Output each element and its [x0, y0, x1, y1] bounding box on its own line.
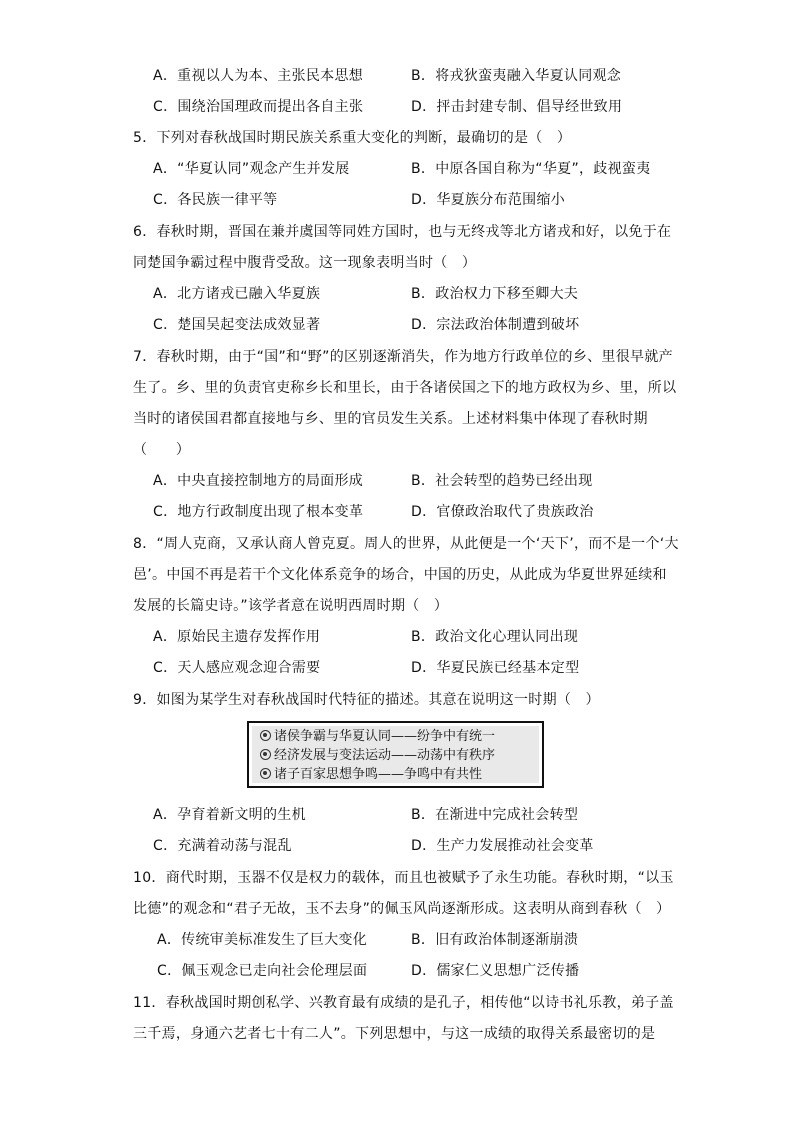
- q10-stem-line-2: 比德”的观念和“君子无故，玉不去身”的佩玉风尚逐渐形成。这表明从商到春秋（ ）: [133, 901, 671, 917]
- q11-stem-line-1: 11．春秋战国时期创私学、兴教育最有成绩的是孔子，相传他“以诗书礼乐教，弟子盖: [133, 995, 674, 1011]
- q11-stem-line-2: 三千焉，身通六艺者七十有二人”。下列思想中，与这一成绩的取得关系最密切的是: [133, 1026, 656, 1042]
- circle-bullet-icon: [260, 730, 271, 741]
- q9-figure: [247, 721, 544, 788]
- q5-option-a: A．“华夏认同”观念产生并发展: [153, 161, 350, 177]
- q5-option-b: B．中原各国自称为“华夏”，歧视蛮夷: [411, 161, 651, 177]
- q5-option-d: D．华夏族分布范围缩小: [411, 192, 566, 208]
- q9-option-c: C．充满着动荡与混乱: [153, 838, 292, 854]
- q9-figure-panel: [252, 726, 539, 783]
- q9-figure-row-2: [260, 747, 495, 764]
- q10-option-b: B．旧有政治体制逐渐崩溃: [411, 932, 579, 948]
- q8-stem-line-1: 8．“周人克商，又承认商人曾克夏。周人的世界，从此便是一个‘天下’，而不是一个‘大: [133, 536, 679, 552]
- q9-option-b: B．在渐进中完成社会转型: [411, 807, 579, 823]
- q7-option-c: C．地方行政制度出现了根本变革: [153, 504, 364, 520]
- q10-option-d: D．儒家仁义思想广泛传播: [411, 963, 580, 979]
- q6-stem-line-2: 同楚国争霸过程中腹背受敌。这一现象表明当时（ ）: [133, 255, 477, 271]
- q8-option-c: C．天人感应观念迎合需要: [153, 660, 321, 676]
- q7-option-b: B．社会转型的趋势已经出现: [411, 473, 593, 489]
- q4-option-c: C．围绕治国理政而提出各自主张: [153, 99, 364, 115]
- q7-stem-line-3: 当时的诸侯国君都直接地与乡、里的官员发生关系。上述材料集中体现了春秋时期: [133, 411, 648, 427]
- q6-option-b: B．政治权力下移至卿大夫: [411, 286, 579, 302]
- q8-option-b: B．政治文化心理认同出现: [411, 629, 579, 645]
- q9-figure-row-1: [260, 728, 495, 745]
- circle-bullet-icon: [260, 768, 271, 779]
- q9-stem: 9．如图为某学生对春秋战国时代特征的描述。其意在说明这一时期（ ）: [133, 692, 600, 708]
- q9-option-a: A．孕育着新文明的生机: [153, 807, 306, 823]
- circle-bullet-icon: [260, 749, 271, 760]
- q9-figure-text-1: 诸侯争霸与华夏认同——纷争中有统一: [274, 729, 496, 744]
- q9-figure-text-2: 经济发展与变法运动——动荡中有秩序: [274, 748, 496, 763]
- q10-option-a: A．传统审美标准发生了巨大变化: [157, 932, 368, 948]
- q8-option-a: A．原始民主遗存发挥作用: [153, 629, 321, 645]
- q8-option-d: D．华夏民族已经基本定型: [411, 660, 580, 676]
- q7-stem-line-2: 生了。乡、里的负责官吏称乡长和里长，由于各诸侯国之下的地方政权为乡、里，所以: [133, 380, 677, 396]
- q5-stem: 5．下列对春秋战国时期民族关系重大变化的判断，最确切的是（ ）: [133, 130, 572, 146]
- q6-option-a: A．北方诸戎已融入华夏族: [153, 286, 321, 302]
- q9-figure-row-3: [260, 766, 482, 783]
- q7-stem-line-1: 7．春秋时期，由于“国”和“野”的区别逐渐消失，作为地方行政单位的乡、里很早就产: [133, 349, 673, 365]
- q10-option-c: C．佩玉观念已走向社会伦理层面: [157, 963, 368, 979]
- q8-stem-line-2: 邑’。中国不再是若干个文化体系竞争的场合，中国的历史，从此成为华夏世界延续和: [133, 567, 667, 583]
- q4-option-d: D．抨击封建专制、倡导经世致用: [411, 99, 623, 115]
- q7-stem-line-4: （ ）: [133, 442, 191, 458]
- q6-stem-line-1: 6．春秋时期，晋国在兼并虞国等同姓方国时，也与无终戎等北方诸戎和好，以免于在: [133, 224, 672, 240]
- q6-option-c: C．楚国吴起变法成效显著: [153, 317, 321, 333]
- q6-option-d: D．宗法政治体制遭到破坏: [411, 317, 580, 333]
- q4-option-a: A．重视以人为本、主张民本思想: [153, 68, 364, 84]
- q4-option-b: B．将戎狄蛮夷融入华夏认同观念: [411, 68, 622, 84]
- q10-stem-line-1: 10．商代时期，玉器不仅是权力的载体，而且也被赋予了永生功能。春秋时期，“以玉: [133, 870, 674, 886]
- q7-option-d: D．官僚政治取代了贵族政治: [411, 504, 594, 520]
- q8-stem-line-3: 发展的长篇史诗。”该学者意在说明西周时期（ ）: [133, 598, 449, 614]
- q9-figure-text-3: 诸子百家思想争鸣——争鸣中有共性: [274, 767, 483, 782]
- q5-option-c: C．各民族一律平等: [153, 192, 278, 208]
- q9-option-d: D．生产力发展推动社会变革: [411, 838, 594, 854]
- q7-option-a: A．中央直接控制地方的局面形成: [153, 473, 364, 489]
